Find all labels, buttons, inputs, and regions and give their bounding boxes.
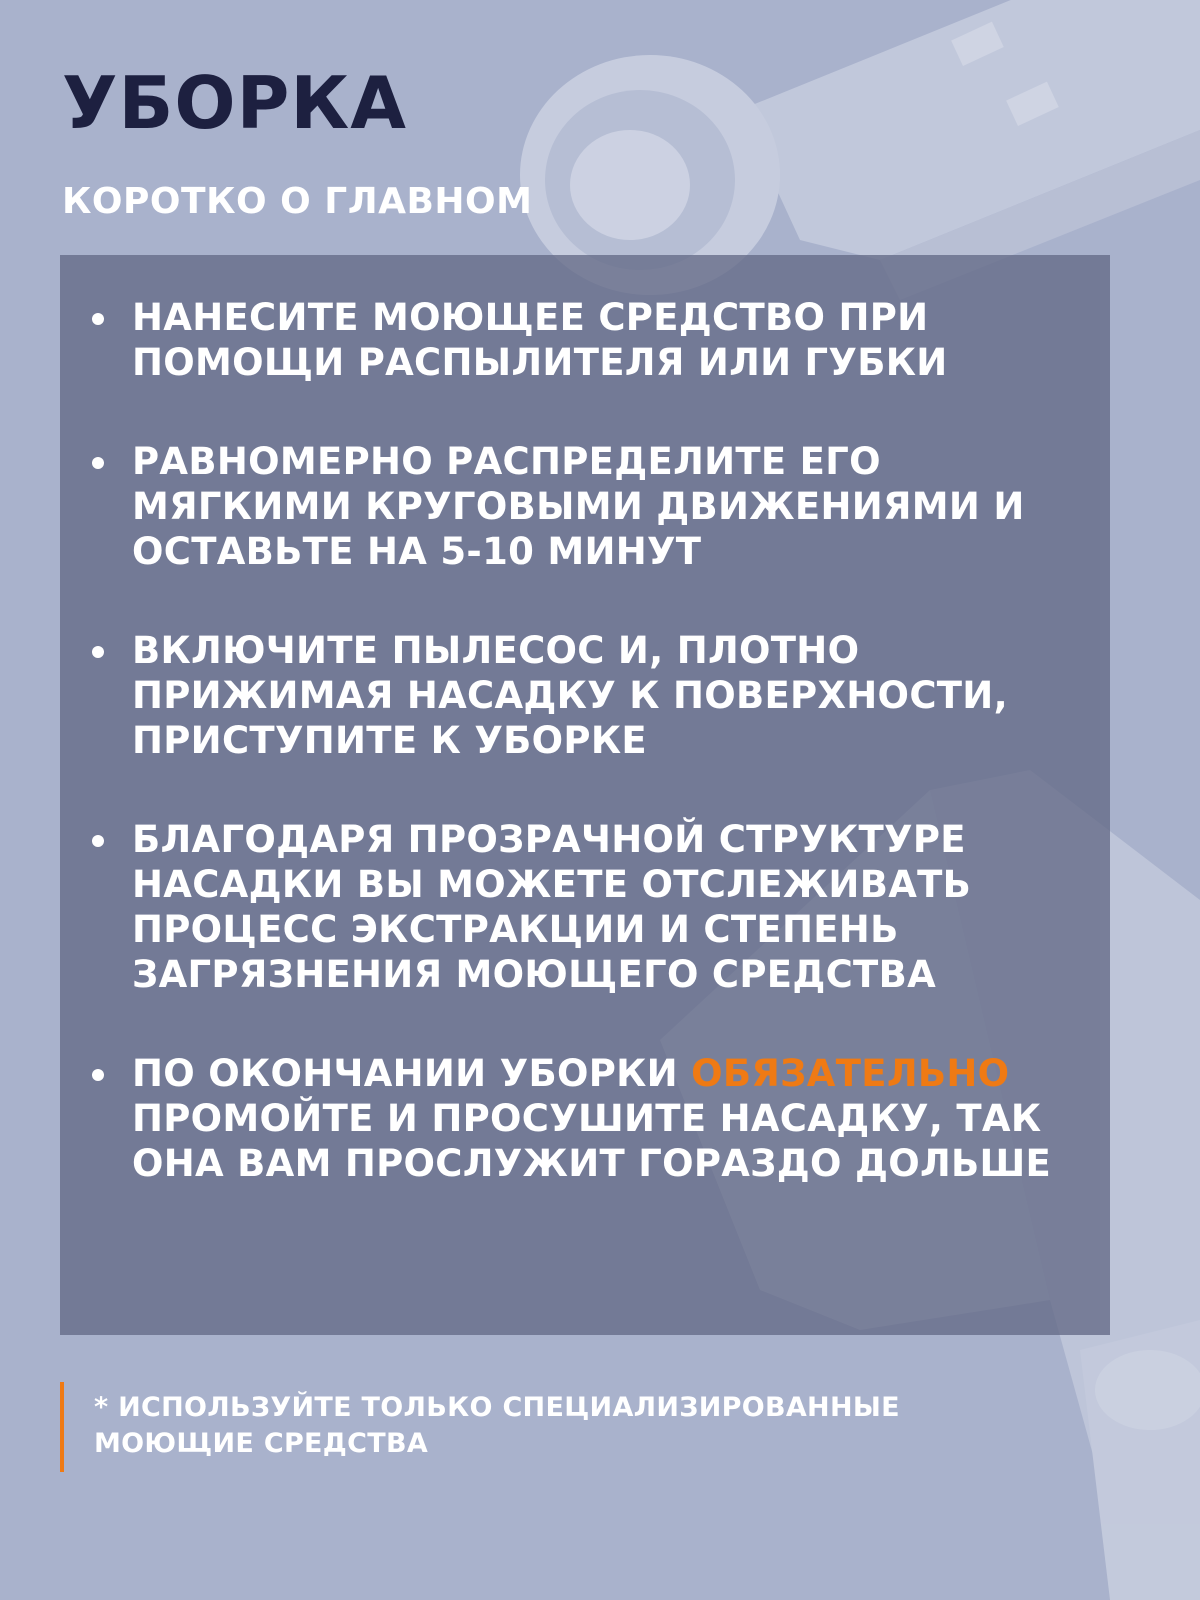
page-subtitle: КОРОТКО О ГЛАВНОМ <box>62 181 533 222</box>
bullet-icon <box>92 457 104 469</box>
instructions-panel <box>60 255 1110 1335</box>
step-text-after: ПРОМОЙТЕ И ПРОСУШИТЕ НАСАДКУ, ТАК ОНА ВАМ ПРОСЛУЖИТ ГОРАЗДО ДОЛЬШЕ <box>132 1097 1052 1185</box>
step-text: БЛАГОДАРЯ ПРОЗРАЧНОЙ СТРУКТУРЕ НАСАДКИ ВЫ МОЖЕТЕ ОТСЛЕЖИВАТЬ ПРОЦЕСС ЭКСТРАКЦИИ И СТЕПЕНЬ ЗАГРЯЗНЕНИЯ МОЮЩЕГО СРЕДСТВА <box>132 818 972 996</box>
bullet-icon <box>92 835 104 847</box>
step-accent-word: ОБЯЗАТЕЛЬНО <box>691 1052 1010 1095</box>
list-item <box>92 295 1070 385</box>
step-text-before: ПО ОКОНЧАНИИ УБОРКИ <box>132 1052 678 1095</box>
footnote <box>60 1382 1060 1472</box>
bullet-icon <box>92 646 104 658</box>
step-text: РАВНОМЕРНО РАСПРЕДЕЛИТЕ ЕГО МЯГКИМИ КРУГОВЫМИ ДВИЖЕНИЯМИ И ОСТАВЬТЕ НА 5-10 МИНУТ <box>132 440 1025 573</box>
step-text: НАНЕСИТЕ МОЮЩЕЕ СРЕДСТВО ПРИ ПОМОЩИ РАСПЫЛИТЕЛЯ ИЛИ ГУБКИ <box>132 296 948 384</box>
list-item <box>92 439 1070 574</box>
bullet-icon <box>92 1069 104 1081</box>
list-item <box>92 817 1070 997</box>
instructions-list <box>92 295 1070 1186</box>
bullet-icon <box>92 313 104 325</box>
list-item <box>92 628 1070 763</box>
list-item <box>92 1051 1070 1186</box>
step-text: ВКЛЮЧИТЕ ПЫЛЕСОС И, ПЛОТНО ПРИЖИМАЯ НАСАДКУ К ПОВЕРХНОСТИ, ПРИСТУПИТЕ К УБОРКЕ <box>132 629 1008 762</box>
footnote-text: * ИСПОЛЬЗУЙТЕ ТОЛЬКО СПЕЦИАЛИЗИРОВАННЫЕ МОЮЩИЕ СРЕДСТВА <box>94 1392 900 1459</box>
page-title: УБОРКА <box>62 61 407 145</box>
